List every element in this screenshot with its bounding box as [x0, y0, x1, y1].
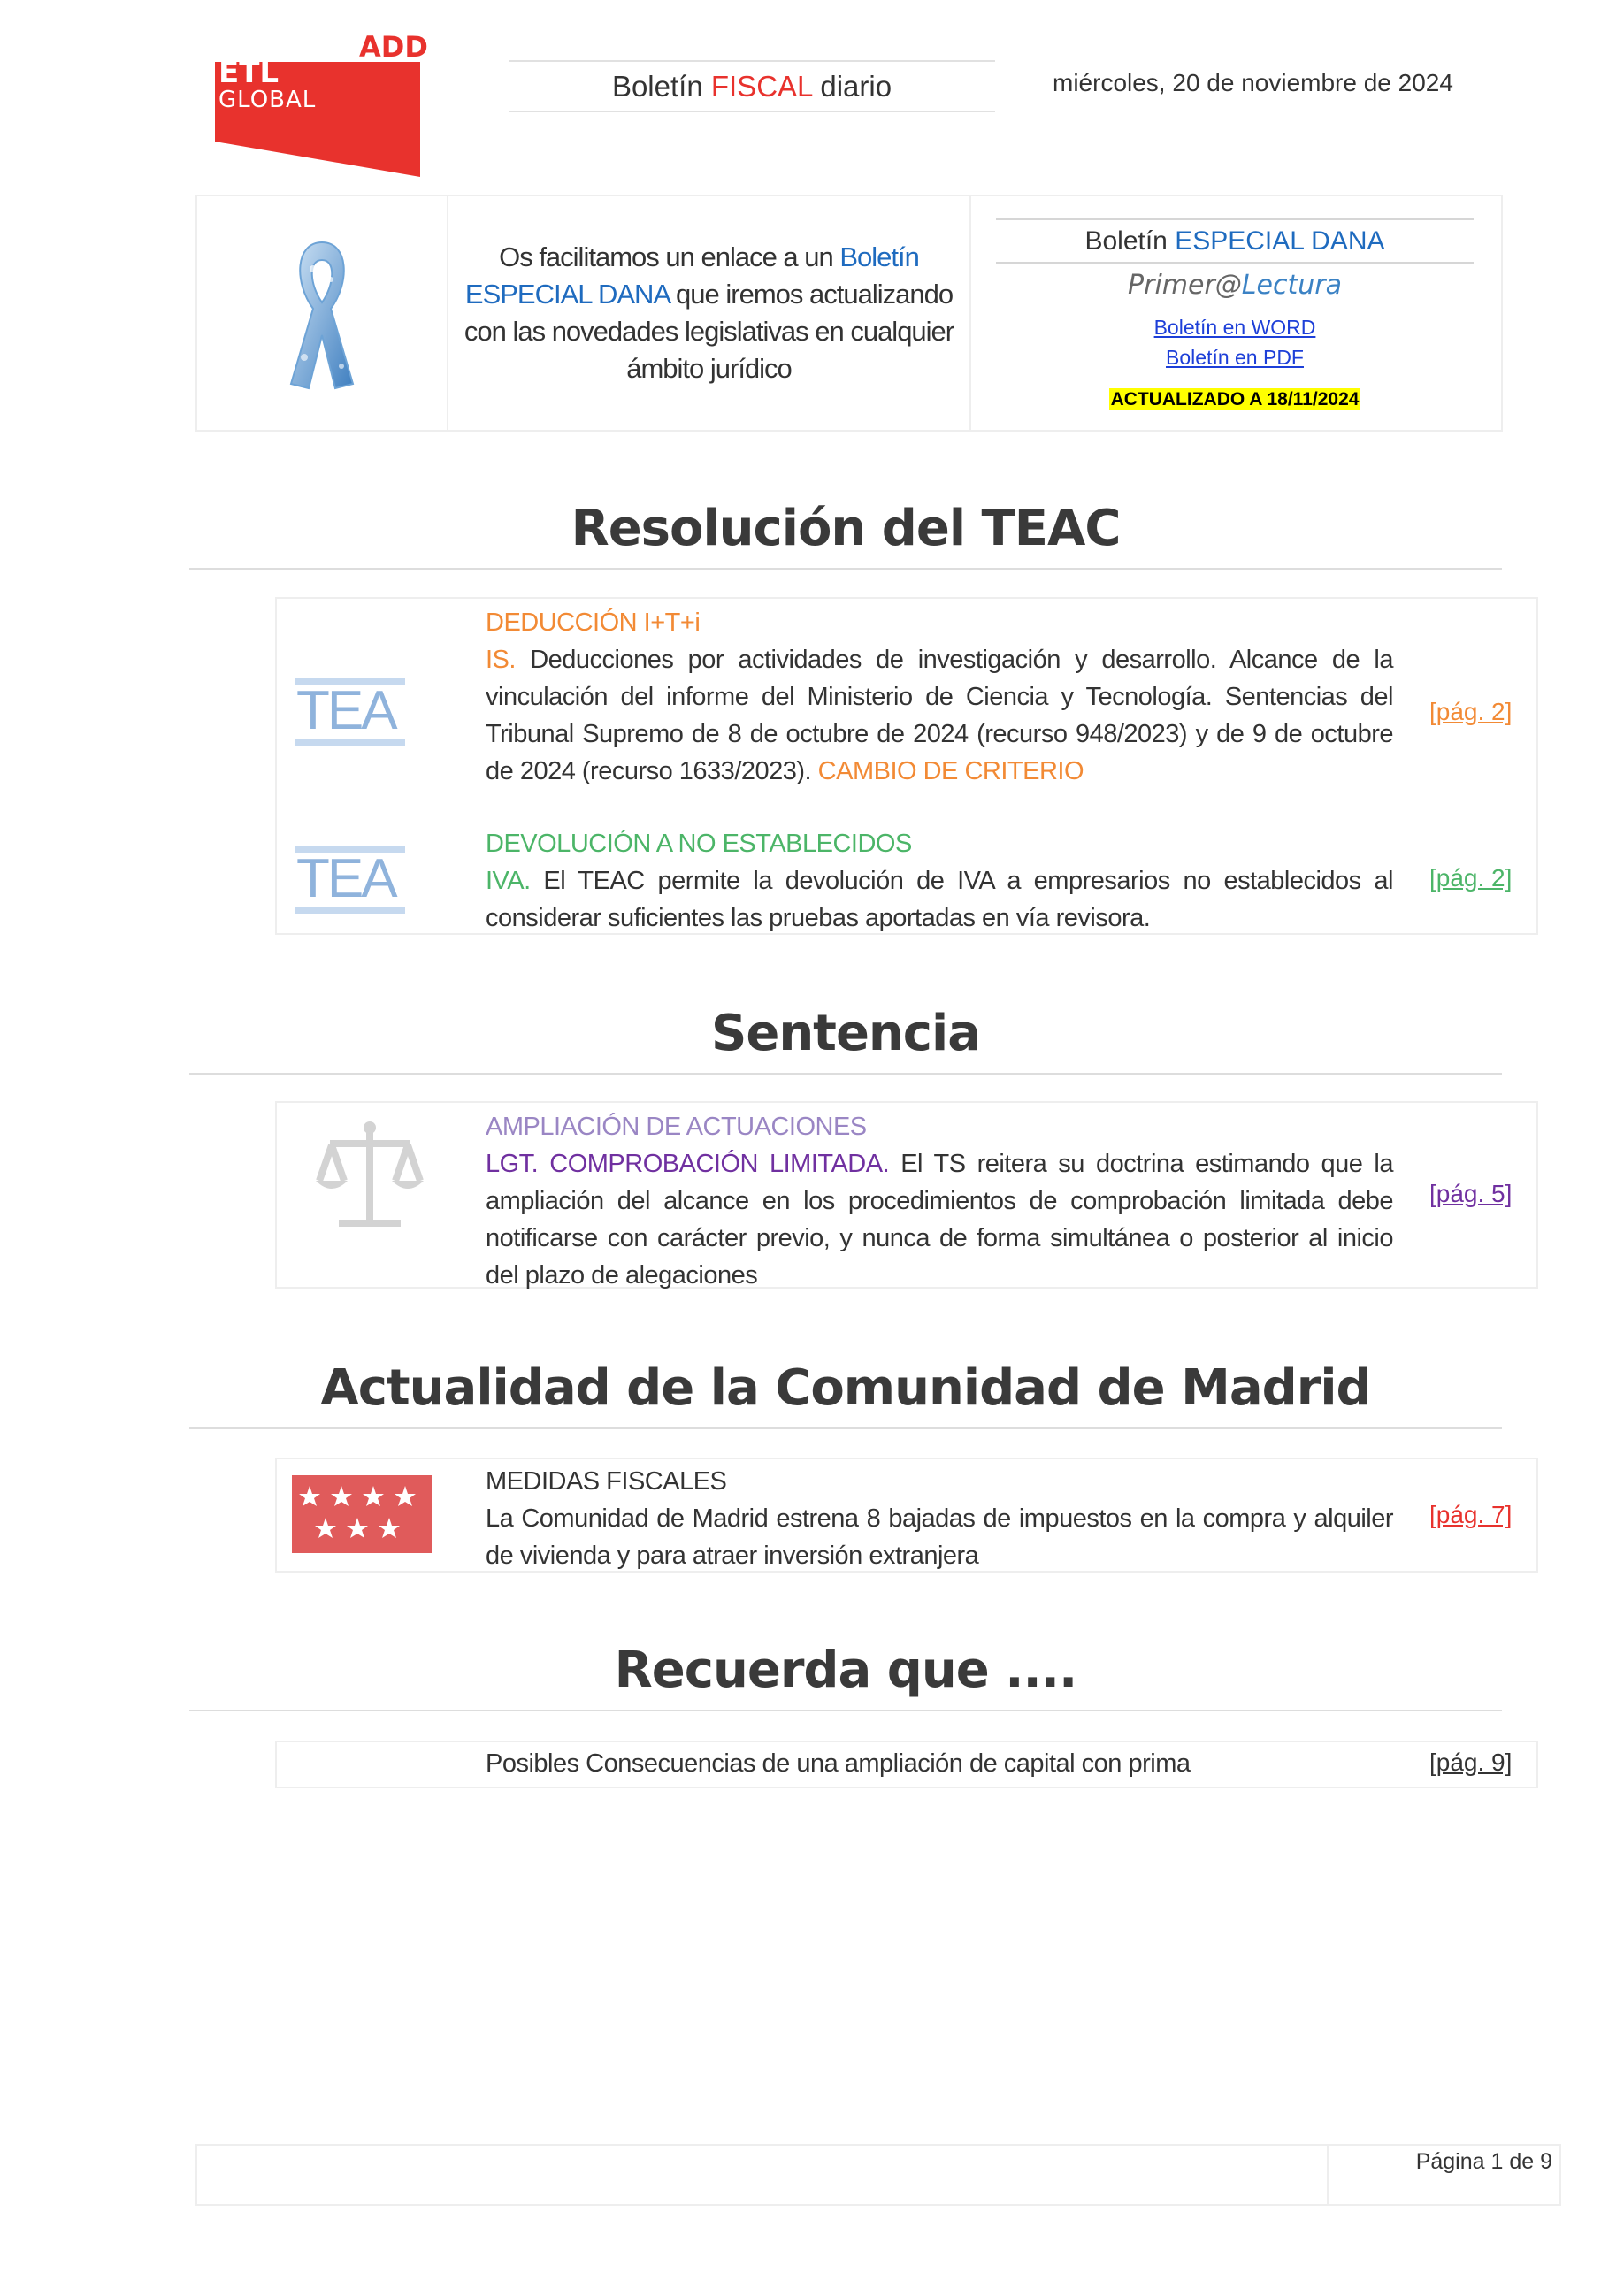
sentencia-item-1-category: AMPLIACIÓN DE ACTUACIONES — [486, 1113, 867, 1141]
dana-special-title — [996, 218, 1474, 264]
awareness-ribbon-icon — [278, 233, 366, 393]
madrid-items-box — [275, 1458, 1538, 1573]
scales-of-justice-icon — [312, 1119, 427, 1238]
teac-item-1-note: CAMBIO DE CRITERIO — [817, 757, 1084, 785]
section-title-madrid: Actualidad de la Comunidad de Madrid — [320, 1359, 1371, 1417]
dana-text-link: Boletín ESPECIAL DANA — [464, 241, 919, 310]
teac-item-2-page-link[interactable]: [pág. 2] — [1429, 864, 1513, 892]
sentencia-item-1-body: El TS reitera su doctrina estimando que la ampliación del alcance en los procedimientos de comprobación limitada debe notificarse con carácter previo, y nunca de forma simultánea o posterior al inicio del plazo de alegaciones — [486, 1150, 1393, 1290]
madrid-item-1-category: MEDIDAS FISCALES — [486, 1467, 727, 1496]
bulletin-pdf-link[interactable]: Boletín en PDF — [1166, 346, 1304, 369]
dana-banner — [195, 195, 1503, 432]
logo-tag: ADD — [359, 30, 428, 64]
teac-item-1-text — [486, 604, 1393, 790]
updated-notice — [996, 389, 1474, 410]
tea-logo-icon — [295, 677, 405, 752]
recuerda-item-1-page-link[interactable]: [pág. 9] — [1429, 1749, 1513, 1776]
dana-description-cell — [448, 196, 971, 430]
teac-item-2-body: El TEAC permite la devolución de IVA a empresarios no establecidos al considerar suficientes las pruebas aportadas en vía revisora. — [486, 867, 1393, 932]
section-title-recuerda: Recuerda que .... — [614, 1642, 1077, 1699]
logo-line1: ETL — [218, 55, 280, 90]
dana-text-b: que iremos actualizando con las novedades legislativas en cualquier ámbito jurídico — [463, 279, 954, 384]
section-rule — [189, 1710, 1502, 1711]
madrid-item-1-page-link[interactable]: [pág. 7] — [1429, 1501, 1513, 1528]
sentencia-item-1-text — [486, 1108, 1393, 1294]
section-title-teac: Resolución del TEAC — [571, 500, 1121, 557]
dana-special-prefix: Boletín — [1084, 226, 1176, 256]
bulletin-accent: FISCAL — [710, 70, 813, 103]
logo-line2: GLOBAL — [218, 87, 317, 113]
section-title-sentencia: Sentencia — [711, 1005, 980, 1062]
madrid-item-1-body: La Comunidad de Madrid estrena 8 bajadas de impuestos en la compra y alquiler de vivienda y para atraer inversión extranjera — [486, 1504, 1393, 1570]
footer-divider — [1327, 2144, 1329, 2206]
dana-special-accent: ESPECIAL DANA — [1175, 226, 1385, 256]
sentencia-item-1-tax: LGT. COMPROBACIÓN LIMITADA. — [486, 1150, 890, 1178]
bulletin-title — [509, 60, 995, 112]
section-rule — [189, 568, 1502, 570]
etl-global-logo — [215, 27, 428, 177]
primer-b: Lectura — [1241, 270, 1342, 301]
recuerda-items-box — [275, 1741, 1538, 1788]
bulletin-word-link[interactable]: Boletín en WORD — [1153, 316, 1316, 339]
bulletin-suffix: diario — [812, 70, 892, 103]
section-rule — [189, 1073, 1502, 1075]
header-date: miércoles, 20 de noviembre de 2024 — [1053, 69, 1453, 96]
sentencia-items-box — [275, 1101, 1538, 1289]
tea-logo-text: TEA — [296, 680, 395, 741]
tea-logo-text: TEA — [296, 848, 395, 909]
primer-a: Primer@ — [1128, 270, 1242, 301]
madrid-flag-icon — [292, 1475, 432, 1557]
teac-items-box — [275, 597, 1538, 935]
dana-description — [448, 239, 969, 387]
bulletin-prefix: Boletín — [611, 70, 711, 103]
teac-item-1-tax: IS. — [486, 646, 516, 674]
updated-text: ACTUALIZADO A 18/11/2024 — [1110, 389, 1360, 409]
recuerda-item-1-text: Posibles Consecuencias de una ampliación de capital con prima — [486, 1749, 1191, 1778]
teac-item-2-category: DEVOLUCIÓN A NO ESTABLECIDOS — [486, 830, 912, 858]
dana-text-a: Os facilitamos un enlace a un — [499, 241, 840, 272]
sentencia-item-1-page-link[interactable]: [pág. 5] — [1429, 1180, 1513, 1207]
teac-item-1-category: DEDUCCIÓN I+T+i — [486, 608, 701, 637]
dana-links-cell — [971, 196, 1501, 430]
tea-logo-icon — [295, 845, 405, 920]
dana-ribbon-cell — [197, 196, 448, 430]
teac-item-2-text — [486, 825, 1393, 937]
primer-lectura-brand — [996, 270, 1474, 301]
page-number: Página 1 de 9 — [1415, 2149, 1552, 2174]
madrid-item-1-text — [486, 1463, 1393, 1574]
teac-item-1-page-link[interactable]: [pág. 2] — [1429, 698, 1513, 725]
teac-item-2-tax: IVA. — [486, 867, 531, 895]
teac-item-1-body: Deducciones por actividades de investigación y desarrollo. Alcance de la vinculación del informe del Ministerio de Ciencia y Tecnología. Sentencias del Tribunal Supremo de 8 de octubre de 2024 (recurso 948/2023) y de 9 de octubre de 2024 (recurso 1633/2023). — [486, 646, 1393, 785]
section-rule — [189, 1427, 1502, 1429]
